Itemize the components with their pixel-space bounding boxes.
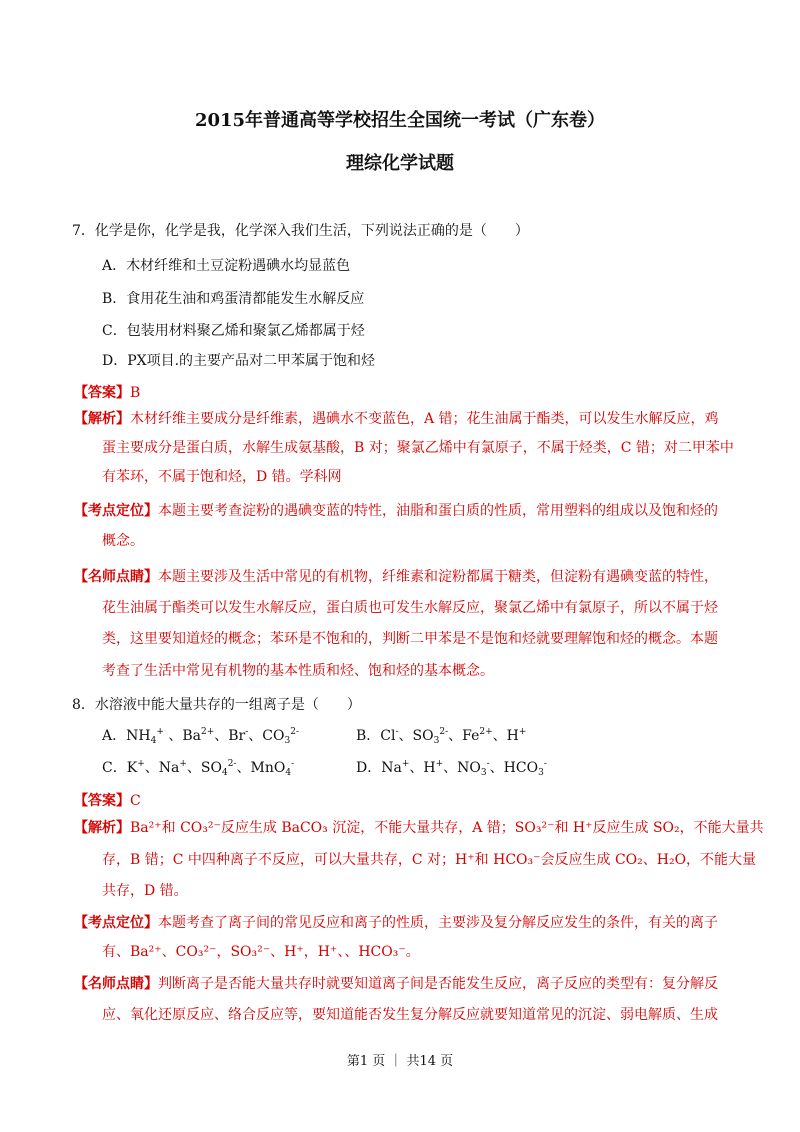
q8-analysis-line-2: 存，B 错；C 中四种离子不反应，可以大量共存，C 对；H⁺和 HCO₃⁻会反应生成 CO₂、H₂O，不能大量 bbox=[102, 852, 757, 868]
q8-option-b: B．Cl-、$SO_3^{2-}$、$Fe^{2+}$、H+ bbox=[356, 727, 527, 746]
q7-analysis-line-2: 蛋主要成分是蛋白质，水解生成氨基酸，B 对；聚氯乙烯中有氯原子，不属于烃类，C 错；对二甲苯中 bbox=[102, 440, 734, 456]
q8-option-c: C．K+、Na+、$SO_4^{2-}$、MnO$_4$- bbox=[102, 759, 295, 778]
q7-answer-label: 【答案】 bbox=[74, 385, 130, 401]
q8-kaodian-text-1: 本题考查了离子间的常见反应和离子的性质，主要涉及复分解反应发生的条件，有关的离子 bbox=[158, 915, 718, 931]
q8-option-d: D．Na+、H+、$NO_3^-$、$HCO_3^-$ bbox=[356, 759, 547, 778]
q7-kaodian-line-1 bbox=[74, 500, 718, 520]
exam-title: 2015年普通高等学校招生全国统一考试（广东卷） bbox=[194, 110, 606, 131]
q7-kaodian-label: 【考点定位】 bbox=[74, 503, 158, 519]
q7-answer-value: B bbox=[130, 385, 141, 401]
q7-analysis-line-1 bbox=[74, 408, 719, 428]
q7-mingshi-line-4: 考查了生活中常见有机物的基本性质和烃、饱和烃的基本概念。 bbox=[102, 663, 494, 679]
q7-analysis-text-1: 木材纤维主要成分是纤维素，遇碘水不变蓝色，A 错；花生油属于酯类，可以发生水解反应，鸡 bbox=[130, 411, 719, 427]
q7-option-a: A．木材纤维和土豆淀粉遇碘水均显蓝色 bbox=[102, 258, 351, 274]
page-footer: 第1 页 ｜ 共14 页 bbox=[346, 1054, 454, 1069]
q8-stem: 8．水溶液中能大量共存的一组离子是（ ） bbox=[72, 697, 361, 713]
q8-analysis-line-1 bbox=[74, 817, 764, 837]
q7-kaodian-line-2: 概念。 bbox=[102, 533, 144, 549]
q8-kaodian-line-2: 有、Ba²⁺、CO₃²⁻，SO₃²⁻、H⁺，H⁺、、HCO₃⁻。 bbox=[102, 944, 420, 960]
q7-analysis-line-3: 有苯环，不属于饱和烃，D 错。学科网 bbox=[102, 469, 342, 485]
q7-option-c: C．包装用材料聚乙烯和聚氯乙烯都属于烃 bbox=[102, 323, 365, 339]
q7-mingshi-line-2: 花生油属于酯类可以发生水解反应，蛋白质也可发生水解反应，聚氯乙烯中有氯原子，所以不属于烃 bbox=[102, 600, 718, 616]
q8-answer-value: C bbox=[130, 793, 141, 809]
q8-analysis-line-3: 共存，D 错。 bbox=[102, 883, 188, 899]
q7-option-d: D．PX项目.的主要产品对二甲苯属于饱和烃 bbox=[102, 353, 376, 369]
q7-mingshi-text-1: 本题主要涉及生活中常见的有机物，纤维素和淀粉都属于糖类，但淀粉有遇碘变蓝的特性， bbox=[158, 569, 718, 585]
q7-answer bbox=[74, 382, 140, 402]
exam-subtitle: 理综化学试题 bbox=[346, 153, 454, 174]
q7-option-b: B．食用花生油和鸡蛋清都能发生水解反应 bbox=[102, 291, 365, 307]
q7-stem: 7．化学是你，化学是我，化学深入我们生活，下列说法正确的是（ ） bbox=[72, 223, 529, 239]
q8-mingshi-line-2: 应、氧化还原反应、络合反应等，要知道能否发生复分解反应就要知道常见的沉淀、弱电解质、生成 bbox=[102, 1007, 718, 1023]
q8-kaodian-line-1 bbox=[74, 912, 718, 932]
q7-kaodian-text-1: 本题主要考查淀粉的遇碘变蓝的特性，油脂和蛋白质的性质，常用塑料的组成以及饱和烃的 bbox=[158, 503, 718, 519]
q8-answer-label: 【答案】 bbox=[74, 793, 130, 809]
q8-analysis-text-1: Ba²⁺和 CO₃²⁻反应生成 BaCO₃ 沉淀，不能大量共存，A 错；SO₃²⁻和 H⁺反应生成 SO₂，不能大量共 bbox=[130, 820, 764, 836]
q8-analysis-label: 【解析】 bbox=[74, 820, 130, 836]
q8-mingshi-text-1: 判断离子是否能大量共存时就要知道离子间是否能发生反应，离子反应的类型有：复分解反 bbox=[158, 976, 718, 992]
q7-mingshi-label: 【名师点睛】 bbox=[74, 569, 158, 585]
q8-answer bbox=[74, 790, 141, 810]
q7-mingshi-line-1 bbox=[74, 566, 718, 586]
q8-option-a: A．$NH_4^+$ 、$Ba^{2+}$、Br-、$CO_3^{2-}$ bbox=[102, 727, 299, 746]
q8-mingshi-line-1 bbox=[74, 973, 718, 993]
q7-analysis-label: 【解析】 bbox=[74, 411, 130, 427]
q7-mingshi-line-3: 类，这里要知道烃的概念；苯环是不饱和的，判断二甲苯是不是饱和烃就要理解饱和烃的概念。本题 bbox=[102, 631, 718, 647]
q8-mingshi-label: 【名师点睛】 bbox=[74, 976, 158, 992]
q8-kaodian-label: 【考点定位】 bbox=[74, 915, 158, 931]
